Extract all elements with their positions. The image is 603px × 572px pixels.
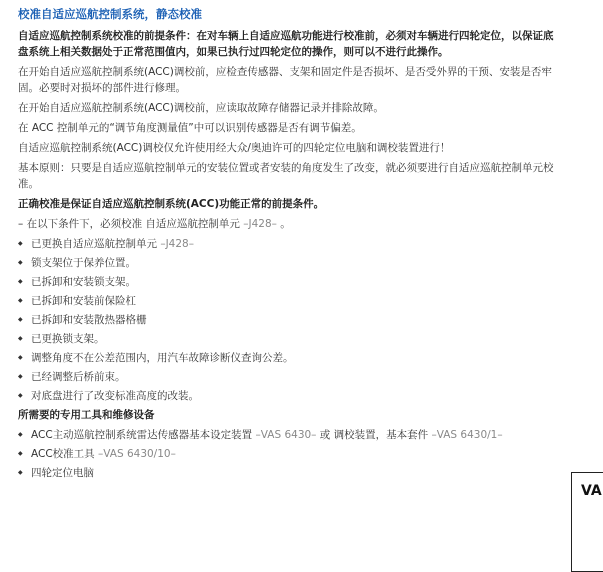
- document-page: [18, 6, 558, 484]
- list-item-text: ACC主动巡航控制系统雷达传感器基本设定装置: [31, 429, 253, 441]
- list-item-text: 对底盘进行了改变标准高度的改装。: [31, 390, 199, 402]
- list-item: [18, 293, 558, 309]
- list-item: [18, 465, 558, 481]
- list-item-text: 已拆卸和安装前保险杠: [31, 295, 136, 307]
- paragraph-read-fault-memory: 在开始自适应巡航控制系统(ACC)调校前，应读取故障存储器记录并排除故障。: [18, 102, 384, 114]
- part-number-ref: –J428–: [157, 238, 194, 250]
- paragraph-inspect-sensor: 在开始自适应巡航控制系统(ACC)调校前，应检查传感器、支架和固定件是否损坏、是否受外界的干预、安装是否牢固。必要时对损坏的部件进行修理。: [18, 66, 552, 94]
- paragraph-correct-calibration: 正确校准是保证自适应巡航控制系统(ACC)功能正常的前提条件。: [18, 198, 325, 210]
- list-item: [18, 388, 558, 404]
- conditions-intro: [18, 216, 558, 232]
- list-item-text: 已经调整后桥前束。: [31, 371, 126, 383]
- side-panel-label: VA: [581, 483, 602, 499]
- part-number-ref: –J428–: [243, 218, 277, 230]
- side-figure-panel: [571, 472, 603, 572]
- list-item: [18, 274, 558, 290]
- conditions-intro-text: – 在以下条件下，必须校准 自适应巡航控制单元: [18, 218, 240, 230]
- part-number-ref: –VAS 6430/10–: [94, 448, 176, 460]
- tools-list: [18, 427, 558, 481]
- list-item: [18, 312, 558, 328]
- paragraph-precondition: 自适应巡航控制系统校准的前提条件：在对车辆上自适应巡航功能进行校准前，必须对车辆进行四轮定位，以保证底盘系统上相关数据处于正常范围值内，如果已执行过四轮定位的操作，则可以不进行此操作。: [18, 30, 554, 58]
- conditions-list: [18, 236, 558, 404]
- list-item: [18, 427, 558, 443]
- list-item-text: 已更换自适应巡航控制单元: [31, 238, 157, 250]
- list-item-text: 已更换锁支架。: [31, 333, 105, 345]
- list-item-text: 已拆卸和安装散热器格栅: [31, 314, 147, 326]
- paragraph-angle-measurement: 在 ACC 控制单元的“调节角度测量值”中可以识别传感器是否有调节偏差。: [18, 122, 362, 134]
- list-item-text: 已拆卸和安装锁支架。: [31, 276, 136, 288]
- list-item: [18, 255, 558, 271]
- list-item: [18, 446, 558, 462]
- list-item: [18, 331, 558, 347]
- list-item-text: 调整角度不在公差范围内，用汽车故障诊断仪查询公差。: [31, 352, 294, 364]
- tools-heading: 所需要的专用工具和维修设备: [18, 409, 155, 421]
- list-item-text: 或 调校装置，基本套件: [319, 429, 432, 441]
- part-number-ref: –VAS 6430/1–: [431, 429, 503, 441]
- list-item: [18, 236, 558, 252]
- paragraph-basic-principle: 基本原则：只要是自适应巡航控制单元的安装位置或者安装的角度发生了改变，就必须要进行自适应巡航控制单元校准。: [18, 162, 554, 190]
- page-title: 校准自适应巡航控制系统，静态校准: [18, 7, 202, 21]
- list-item: [18, 350, 558, 366]
- list-item-text: 锁支架位于保养位置。: [31, 257, 136, 269]
- part-number-ref: –VAS 6430–: [252, 429, 320, 441]
- list-item-text: 四轮定位电脑: [31, 467, 94, 479]
- list-item-text: ACC校准工具: [31, 448, 95, 460]
- paragraph-approved-equipment: 自适应巡航控制系统(ACC)调校仅允许使用经大众/奥迪许可的四轮定位电脑和调校装置进行！: [18, 142, 451, 154]
- list-item: [18, 369, 558, 385]
- conditions-intro-end: 。: [280, 218, 291, 230]
